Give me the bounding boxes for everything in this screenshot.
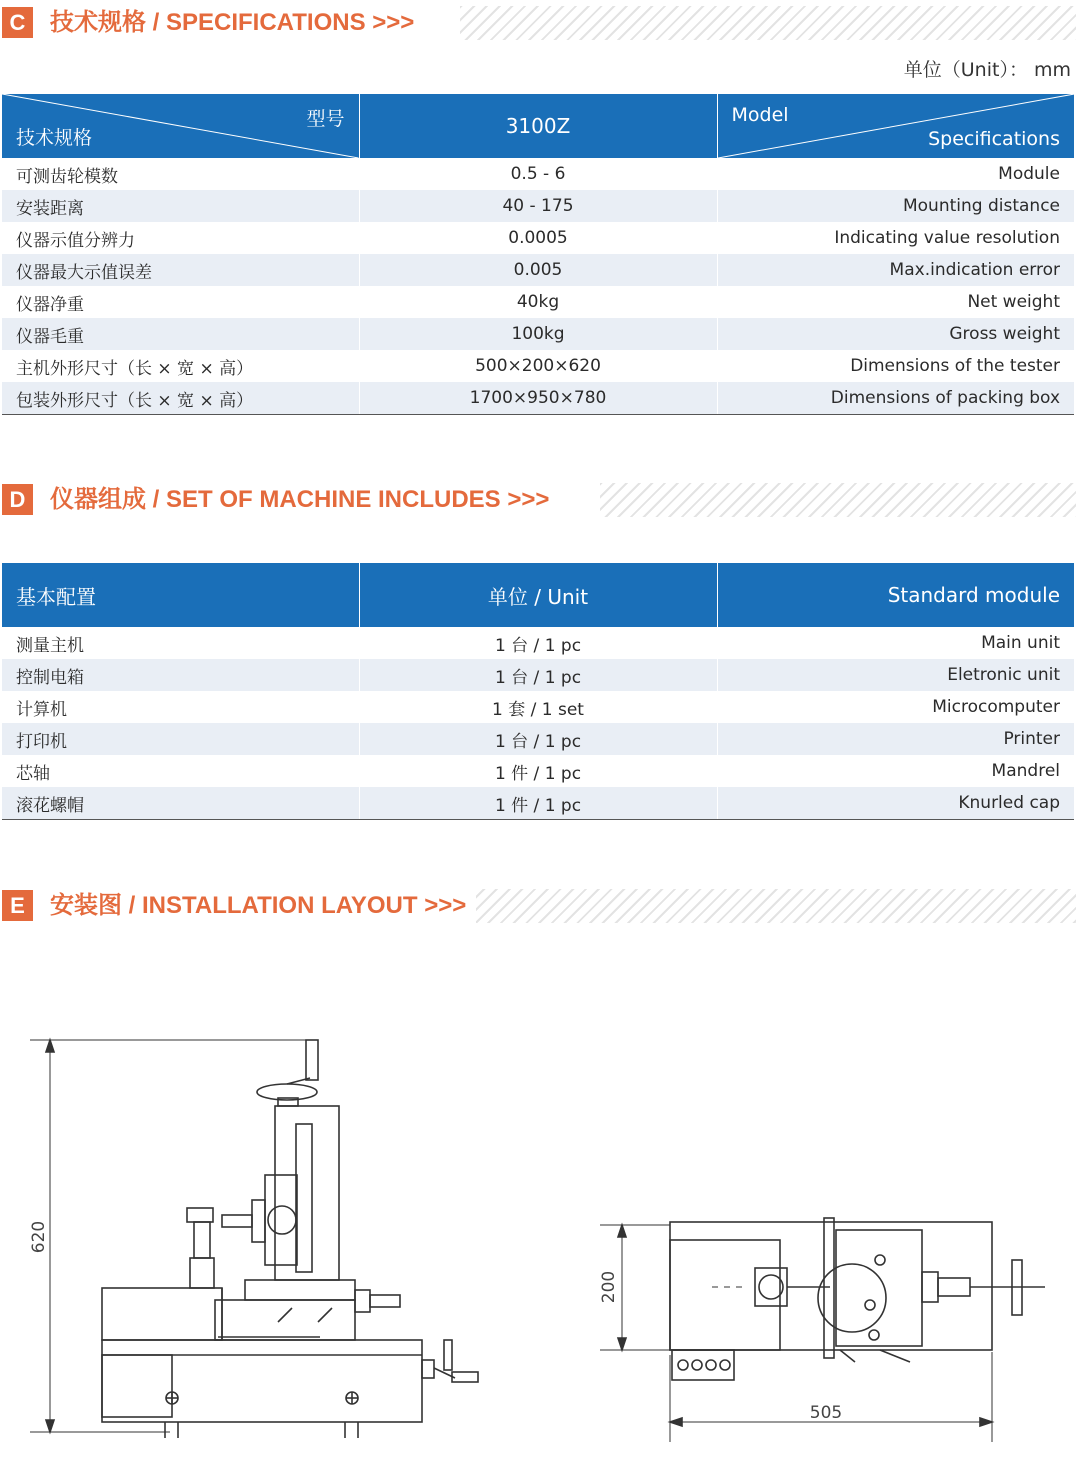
spec-cn: 仪器最大示值误差 (2, 254, 359, 286)
table-row (2, 222, 1074, 254)
item-cn: 测量主机 (16, 635, 84, 656)
item-qty: 1 台 / 1 pc (359, 627, 717, 659)
spec-cn: 可测齿轮模数 (16, 166, 118, 187)
item-cn: 控制电箱 (2, 659, 359, 691)
length-dimension-label: 505 (809, 1403, 843, 1423)
item-qty: 1 套 / 1 set (359, 691, 717, 723)
spec-value: 500×200×620 (359, 350, 717, 382)
spec-value: 0.5 - 6 (359, 158, 717, 190)
machine-set-table (2, 563, 1074, 820)
spec-en: Module (717, 158, 1074, 190)
header-spec-label-cn: 技术规格 (16, 127, 93, 149)
spec-en: Mounting distance (717, 190, 1074, 222)
table-row (2, 350, 1074, 382)
table-row (2, 382, 1074, 415)
spec-cn: 主机外形尺寸（长 × 宽 × 高） (16, 358, 254, 379)
spec-value: 0.0005 (359, 222, 717, 254)
header-standard-module: Standard module (717, 563, 1074, 627)
spec-value: 40 - 175 (359, 190, 717, 222)
spec-cn: 安装距离 (2, 190, 359, 222)
spec-en: Dimensions of packing box (717, 382, 1074, 415)
item-qty: 1 台 / 1 pc (359, 723, 717, 755)
tester-top-view (670, 1218, 1045, 1380)
item-qty: 1 件 / 1 pc (359, 755, 717, 787)
section-title: 安装图 / INSTALLATION LAYOUT >>> (50, 888, 476, 924)
item-en: Knurled cap (717, 787, 1074, 820)
section-c-header (0, 2, 1076, 42)
spec-en: Max.indication error (717, 254, 1074, 286)
spec-en: Dimensions of the tester (717, 350, 1074, 382)
spec-cn: 仪器毛重 (2, 318, 359, 350)
header-spec-label-en: Specifications (928, 128, 1060, 150)
header-model-value: 3100Z (359, 94, 717, 158)
table-row (2, 158, 1074, 190)
section-title: 仪器组成 / SET OF MACHINE INCLUDES >>> (50, 482, 559, 518)
table-row (2, 190, 1074, 222)
header-model-label-cn: 型号 (306, 108, 345, 130)
spec-cn: 仪器净重 (16, 294, 84, 315)
table-row (2, 755, 1074, 787)
table-row (2, 627, 1074, 659)
header-model-label-en: Model (731, 104, 789, 126)
spec-value: 1700×950×780 (359, 382, 717, 415)
item-cn: 打印机 (2, 723, 359, 755)
table-row (2, 787, 1074, 820)
header-hatch-decoration (600, 483, 1076, 517)
item-qty: 1 台 / 1 pc (359, 659, 717, 691)
table-header-row (2, 94, 1074, 158)
header-basic-config: 基本配置 (2, 563, 359, 627)
header-hatch-decoration (470, 889, 1076, 923)
item-en: Microcomputer (717, 691, 1074, 723)
section-e-header (0, 885, 1076, 925)
header-hatch-decoration (460, 6, 1076, 40)
spec-en: Indicating value resolution (717, 222, 1074, 254)
item-en: Printer (717, 723, 1074, 755)
spec-value: 40kg (359, 286, 717, 318)
item-cn: 计算机 (16, 699, 67, 720)
spec-en: Gross weight (717, 318, 1074, 350)
item-qty: 1 件 / 1 pc (359, 787, 717, 820)
diagonal-header-cell-left (2, 94, 359, 158)
spec-value: 0.005 (359, 254, 717, 286)
item-en: Main unit (717, 627, 1074, 659)
spec-cn: 仪器示值分辨力 (16, 230, 135, 251)
length-dimension (670, 1352, 992, 1442)
table-row (2, 723, 1074, 755)
unit-note: 单位（Unit）： mm (903, 59, 1071, 81)
spec-en: Net weight (717, 286, 1074, 318)
item-en: Eletronic unit (717, 659, 1074, 691)
item-en: Mandrel (717, 755, 1074, 787)
section-title: 技术规格 / SPECIFICATIONS >>> (50, 5, 424, 41)
table-row (2, 318, 1074, 350)
height-dimension-label: 620 (29, 1220, 49, 1254)
tester-side-view (102, 1040, 478, 1438)
table-row (2, 659, 1074, 691)
diagonal-header-cell-right (717, 94, 1074, 158)
section-d-header (0, 479, 1076, 519)
table-header-row (2, 563, 1074, 627)
table-row (2, 254, 1074, 286)
width-dimension-label: 200 (599, 1270, 619, 1304)
spec-value: 100kg (359, 318, 717, 350)
item-cn: 滚花螺帽 (2, 787, 359, 820)
specifications-table (2, 94, 1074, 415)
table-row (2, 286, 1074, 318)
section-badge: D (2, 484, 33, 515)
spec-cn: 包装外形尺寸（长 × 宽 × 高） (2, 382, 359, 415)
installation-layout-drawing (0, 1000, 1076, 1457)
item-cn: 芯轴 (16, 763, 50, 784)
section-badge: C (2, 7, 33, 38)
section-badge: E (2, 890, 33, 921)
table-row (2, 691, 1074, 723)
header-unit: 单位 / Unit (359, 563, 717, 627)
